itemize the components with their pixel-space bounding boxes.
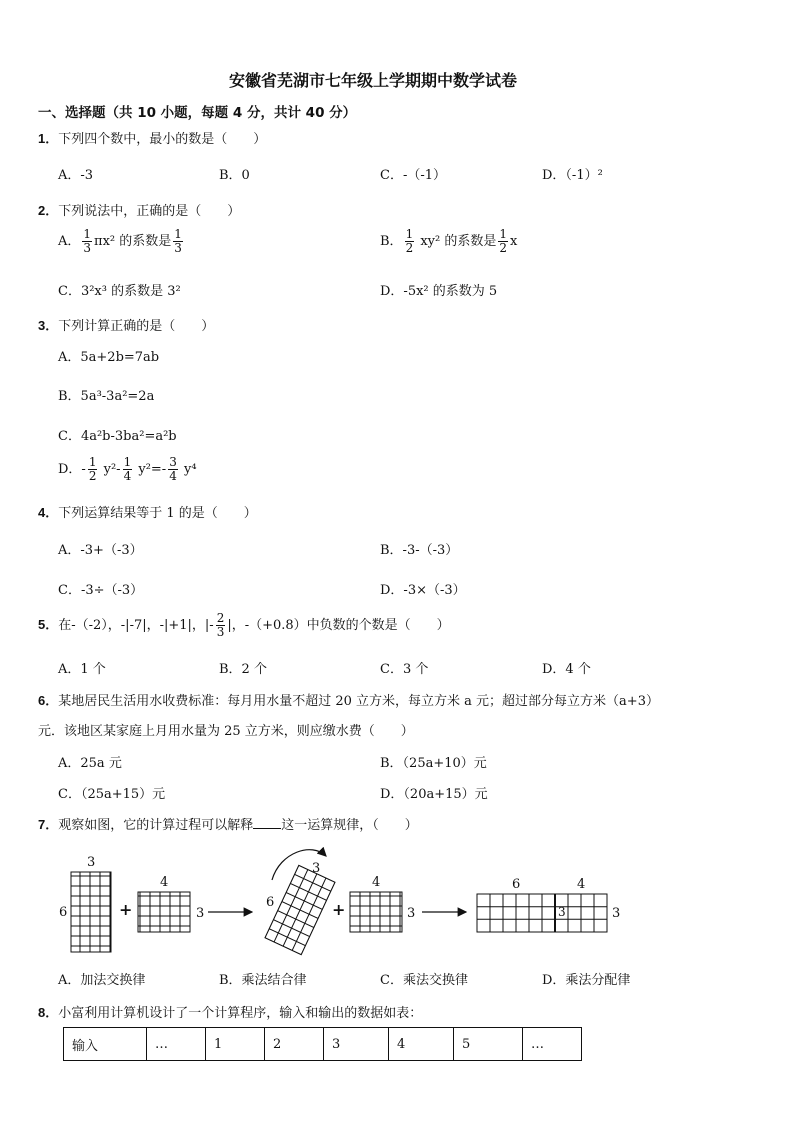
grid-4-by-3	[138, 875, 204, 932]
q3-option-a[interactable]: A．5a+2b=7ab	[58, 350, 160, 365]
q5-option-b[interactable]: B．2 个	[219, 662, 267, 677]
q6-option-a[interactable]: A．25a 元	[58, 756, 122, 771]
label: 3	[312, 861, 321, 876]
result-grid	[477, 877, 620, 932]
fraction: $\frac{1}{2}$	[405, 227, 414, 255]
question-stem: 下列计算正确的是（ ）	[58, 319, 215, 334]
fraction: $\frac{1}{4}$	[123, 455, 132, 483]
question-stem: 下列运算结果等于 1 的是（ ）	[58, 506, 257, 521]
label: 4	[160, 875, 169, 890]
question-number: 2．	[38, 203, 59, 218]
io-table	[63, 1027, 582, 1061]
question-number: 3．	[38, 318, 59, 333]
section-heading: 一、选择题（共 10 小题，每题 4 分，共计 40 分）	[38, 105, 357, 121]
answer-blank[interactable]	[253, 816, 281, 829]
label: 3	[196, 906, 205, 921]
question-number: 4．	[38, 505, 59, 520]
q4-option-a[interactable]: A．-3+（-3）	[58, 543, 143, 558]
q4-option-c[interactable]: C．-3÷（-3）	[58, 583, 144, 598]
question-number: 8．	[38, 1005, 59, 1020]
question-3	[38, 315, 214, 334]
label: 3	[87, 855, 96, 870]
label: 3	[612, 906, 621, 921]
label: 6	[59, 905, 68, 920]
question-6: 6．某地居民生活用水收费标准：每月用水量不超过 20 立方米，每立方米 a 元；超过部分每立方米（a+3）	[38, 693, 659, 709]
question-8: 8．小富利用计算机设计了一个计算程序，输入和输出的数据如表：	[38, 1005, 423, 1021]
q1-option-d[interactable]: D．（-1）²	[542, 168, 603, 183]
page-title: 安徽省芜湖市七年级上学期期中数学试卷	[229, 71, 518, 90]
table-cell: 4	[389, 1028, 454, 1061]
question-stem: 下列四个数中，最小的数是（ ）	[58, 132, 267, 147]
q2-option-b[interactable]: B． $\frac{1}{2}$ xy² 的系数是 $\frac{1}{2}$ x	[380, 227, 518, 255]
label: 4	[577, 877, 586, 892]
q1-option-b[interactable]: B．0	[219, 168, 250, 183]
table-cell: 3	[324, 1028, 389, 1061]
table-cell: 5	[454, 1028, 523, 1061]
table-cell: 2	[265, 1028, 324, 1061]
question-number: 7．	[38, 817, 59, 832]
multiplication-figure	[50, 846, 630, 964]
label: 3	[558, 905, 566, 919]
table-cell: 输入	[64, 1028, 147, 1061]
question-number: 1．	[38, 131, 59, 146]
plus-sign: +	[119, 900, 133, 919]
q7-option-c[interactable]: C．乘法交换律	[380, 973, 468, 988]
q5-option-d[interactable]: D．4 个	[542, 662, 591, 677]
q6-option-c[interactable]: C．（25a+15）元	[58, 787, 166, 802]
label: 6	[266, 895, 275, 910]
question-number: 6．	[38, 693, 59, 708]
question-number: 5．	[38, 617, 59, 632]
q5-option-c[interactable]: C．3 个	[380, 662, 429, 677]
question-5: 5．在-（-2），-|-7|，-|+1|，|- $\frac{2}{3}$ |，-（+0.8）中负数的个数是（ ）	[38, 611, 450, 639]
label: 6	[512, 877, 521, 892]
q4-option-d[interactable]: D．-3×（-3）	[380, 583, 466, 598]
question-7: 7．观察如图，它的计算过程可以解释 这一运算规律，（ ）	[38, 817, 418, 833]
fraction: $\frac{1}{2}$	[88, 455, 97, 483]
q3-option-d[interactable]: D．- $\frac{1}{2}$ y²- $\frac{1}{4}$ y²=- $\frac{3}{4}$ y⁴	[58, 455, 197, 483]
label: 3	[407, 906, 416, 921]
question-1	[38, 128, 266, 147]
table-cell: 1	[206, 1028, 265, 1061]
plus-sign: +	[332, 900, 346, 919]
q4-option-b[interactable]: B．-3-（-3）	[380, 543, 459, 558]
fraction: $\frac{1}{2}$	[499, 227, 508, 255]
table-row	[64, 1028, 582, 1061]
table-cell: …	[523, 1028, 582, 1061]
grid-4-by-3	[350, 875, 415, 932]
grid-3-by-6	[59, 855, 111, 952]
q7-option-d[interactable]: D．乘法分配律	[542, 973, 631, 988]
question-4	[38, 502, 257, 521]
q2-option-a[interactable]: A． $\frac{1}{3}$ πx² 的系数是 $\frac{1}{3}$	[58, 227, 182, 255]
fraction: $\frac{1}{3}$	[174, 227, 182, 255]
q1-option-c[interactable]: C．-（-1）	[380, 168, 447, 183]
q3-option-c[interactable]: C．4a²b-3ba²=a²b	[58, 429, 177, 444]
question-stem: 下列说法中，正确的是（ ）	[58, 204, 241, 219]
label: 4	[372, 875, 381, 890]
q7-option-a[interactable]: A．加法交换律	[58, 973, 146, 988]
q3-option-b[interactable]: B．5a³-3a²=2a	[58, 389, 155, 404]
q2-option-c[interactable]: C．3²x³ 的系数是 3²	[58, 284, 181, 299]
rotated-grid	[265, 850, 335, 955]
fraction: $\frac{1}{3}$	[83, 227, 92, 255]
q7-option-b[interactable]: B．乘法结合律	[219, 973, 307, 988]
q1-option-a[interactable]: A．-3	[58, 168, 94, 183]
question-2	[38, 200, 240, 219]
fraction: $\frac{2}{3}$	[216, 611, 225, 639]
q6-option-d[interactable]: D．（20a+15）元	[380, 787, 488, 802]
fraction: $\frac{3}{4}$	[169, 455, 177, 483]
q6-option-b[interactable]: B．（25a+10）元	[380, 756, 487, 771]
question-6-line2: 元．该地区某家庭上月用水量为 25 立方米，则应缴水费（ ）	[38, 724, 414, 739]
q5-option-a[interactable]: A．1 个	[58, 662, 106, 677]
q2-option-d[interactable]: D．-5x² 的系数为 5	[380, 284, 498, 299]
table-cell: …	[147, 1028, 206, 1061]
